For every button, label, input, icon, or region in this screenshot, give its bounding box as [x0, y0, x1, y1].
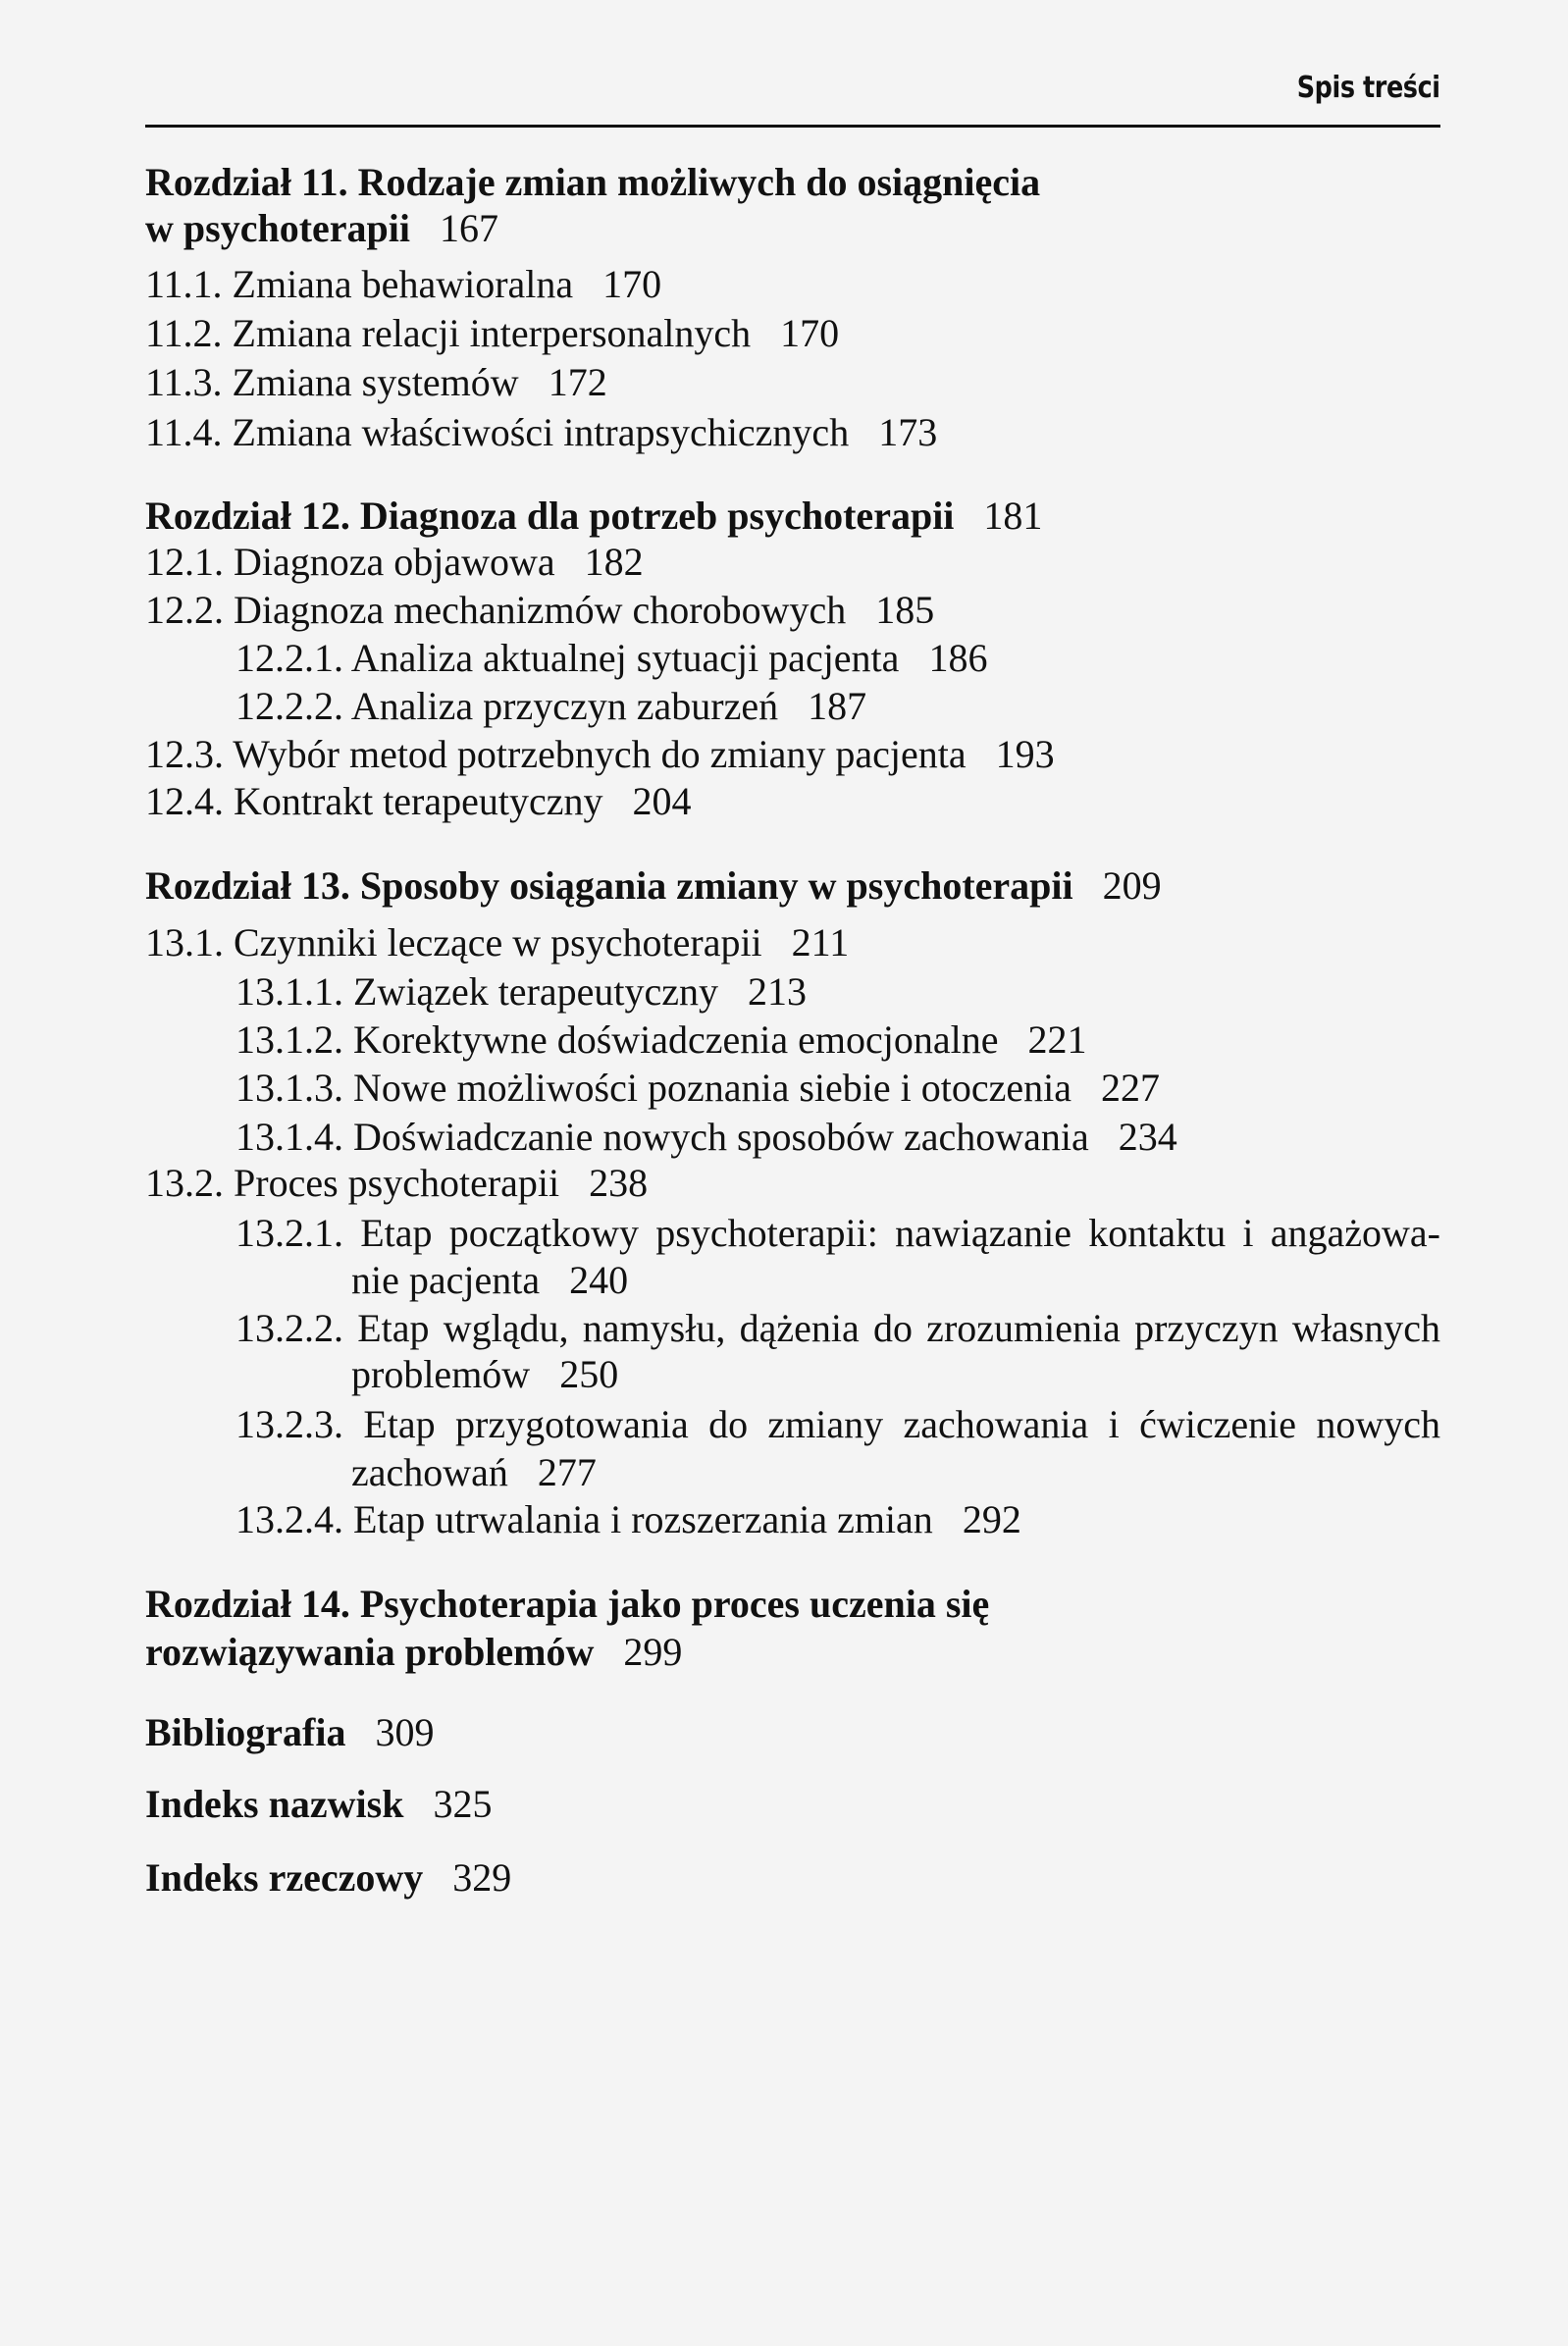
entry-title: 13.2. Proces psychoterapii [145, 1161, 560, 1205]
toc-entry [145, 587, 934, 634]
header-rule [145, 125, 1440, 128]
entry-title: nie pacjenta [351, 1258, 541, 1302]
page-number: 170 [602, 262, 662, 306]
chapter-12-title [145, 493, 1042, 540]
toc-entry [145, 1160, 648, 1207]
toc-entry [145, 310, 839, 357]
entry-title: problemów [351, 1352, 531, 1396]
chapter-title-text: w psychoterapii [145, 206, 410, 250]
bibliography-entry [145, 1709, 434, 1756]
entry-title: 12.1. Diagnoza objawowa [145, 540, 555, 584]
chapter-13-title [145, 862, 1162, 910]
toc-entry-cont [351, 1257, 628, 1304]
page-number: 193 [995, 732, 1055, 776]
toc-entry [235, 635, 987, 682]
page-number: 167 [440, 206, 498, 250]
entry-title: Indeks nazwisk [145, 1782, 404, 1826]
entry-title: 12.2. Diagnoza mechanizmów chorobowych [145, 588, 847, 632]
page-number: 240 [569, 1258, 629, 1302]
page-number: 186 [928, 636, 988, 680]
page-number: 204 [632, 779, 692, 823]
page-number: 238 [589, 1161, 649, 1205]
toc-entry [145, 778, 692, 825]
page-number: 329 [452, 1855, 512, 1900]
chapter-14-title-cont [145, 1629, 682, 1676]
toc-entry-cont [351, 1351, 618, 1398]
toc-entry [145, 409, 937, 456]
page-number: 213 [748, 969, 808, 1014]
page-number: 185 [875, 588, 935, 632]
entry-title: 12.3. Wybór metod potrzebnych do zmiany pacjenta [145, 732, 967, 776]
entry-title: Bibliografia [145, 1710, 346, 1754]
entry-title: zachowań [351, 1450, 508, 1494]
page-number: 325 [433, 1782, 493, 1826]
entry-title: Indeks rzeczowy [145, 1855, 424, 1900]
subject-index-entry [145, 1854, 511, 1902]
running-header: Spis treści [1297, 71, 1440, 105]
entry-title: 11.2. Zmiana relacji interpersonalnych [145, 311, 752, 355]
toc-entry [235, 1065, 1160, 1112]
page-number: 250 [559, 1352, 619, 1396]
chapter-title-text: rozwiązywania problemów [145, 1630, 595, 1674]
toc-entry [235, 683, 866, 730]
toc-entry [145, 261, 661, 308]
entry-title: 11.1. Zmiana behawioralna [145, 262, 574, 306]
toc-entry [145, 731, 1055, 778]
page-number: 181 [983, 494, 1043, 538]
page-number: 309 [375, 1710, 435, 1754]
toc-entry [235, 968, 807, 1016]
chapter-title-text: Rozdział 12. Diagnoza dla potrzeb psychoterapii [145, 494, 955, 538]
page-number: 182 [584, 540, 644, 584]
entry-title: 13.1.3. Nowe możliwości poznania siebie i otoczenia [235, 1066, 1071, 1110]
toc-entry [145, 359, 607, 406]
page-number: 173 [878, 410, 938, 454]
entry-title: 13.1.1. Związek terapeutyczny [235, 969, 719, 1014]
page-number: 209 [1102, 863, 1162, 908]
toc-entry [235, 1017, 1087, 1064]
chapter-11-title-cont [145, 205, 498, 252]
page-number: 211 [791, 920, 850, 964]
entry-title: 11.4. Zmiana właściwości intrapsychicznych [145, 410, 850, 454]
toc-entry [235, 1114, 1177, 1161]
chapter-title-text: Rozdział 13. Sposoby osiągania zmiany w psychoterapii [145, 863, 1073, 908]
page-number: 234 [1118, 1115, 1177, 1159]
entry-title: 13.1. Czynniki leczące w psychoterapii [145, 920, 762, 964]
entry-title: 12.2.1. Analiza aktualnej sytuacji pacjenta [235, 636, 900, 680]
page-number: 221 [1027, 1017, 1087, 1062]
toc-entry: 13.2.2. Etap wglądu, namysłu, dążenia do zrozumienia przyczyn własnych [235, 1306, 1440, 1350]
entry-title: 11.3. Zmiana systemów [145, 360, 519, 404]
name-index-entry [145, 1781, 492, 1828]
toc-entry [235, 1496, 1021, 1543]
toc-entry-cont [351, 1449, 597, 1496]
page-number: 172 [548, 360, 607, 404]
entry-title: 12.4. Kontrakt terapeutyczny [145, 779, 603, 823]
page-number: 277 [537, 1450, 597, 1494]
toc-entry: 13.2.1. Etap początkowy psychoterapii: nawiązanie kontaktu i angażowa- [235, 1211, 1440, 1255]
toc-entry: 13.2.3. Etap przygotowania do zmiany zachowania i ćwiczenie nowych [235, 1402, 1440, 1446]
entry-title: 13.1.4. Doświadczanie nowych sposobów zachowania [235, 1115, 1089, 1159]
chapter-14-title: Rozdział 14. Psychoterapia jako proces uczenia się [145, 1582, 990, 1626]
toc-entry [145, 539, 644, 586]
page-number: 187 [808, 684, 867, 728]
entry-title: 13.2.4. Etap utrwalania i rozszerzania zmian [235, 1497, 933, 1541]
entry-title: 13.1.2. Korektywne doświadczenia emocjonalne [235, 1017, 999, 1062]
page-number: 170 [780, 311, 840, 355]
chapter-11-title: Rozdział 11. Rodzaje zmian możliwych do osiągnięcia [145, 160, 1041, 204]
page-number: 227 [1100, 1066, 1160, 1110]
page-number: 292 [962, 1497, 1021, 1541]
toc-entry [145, 919, 849, 966]
page-number: 299 [623, 1630, 683, 1674]
entry-title: 12.2.2. Analiza przyczyn zaburzeń [235, 684, 779, 728]
